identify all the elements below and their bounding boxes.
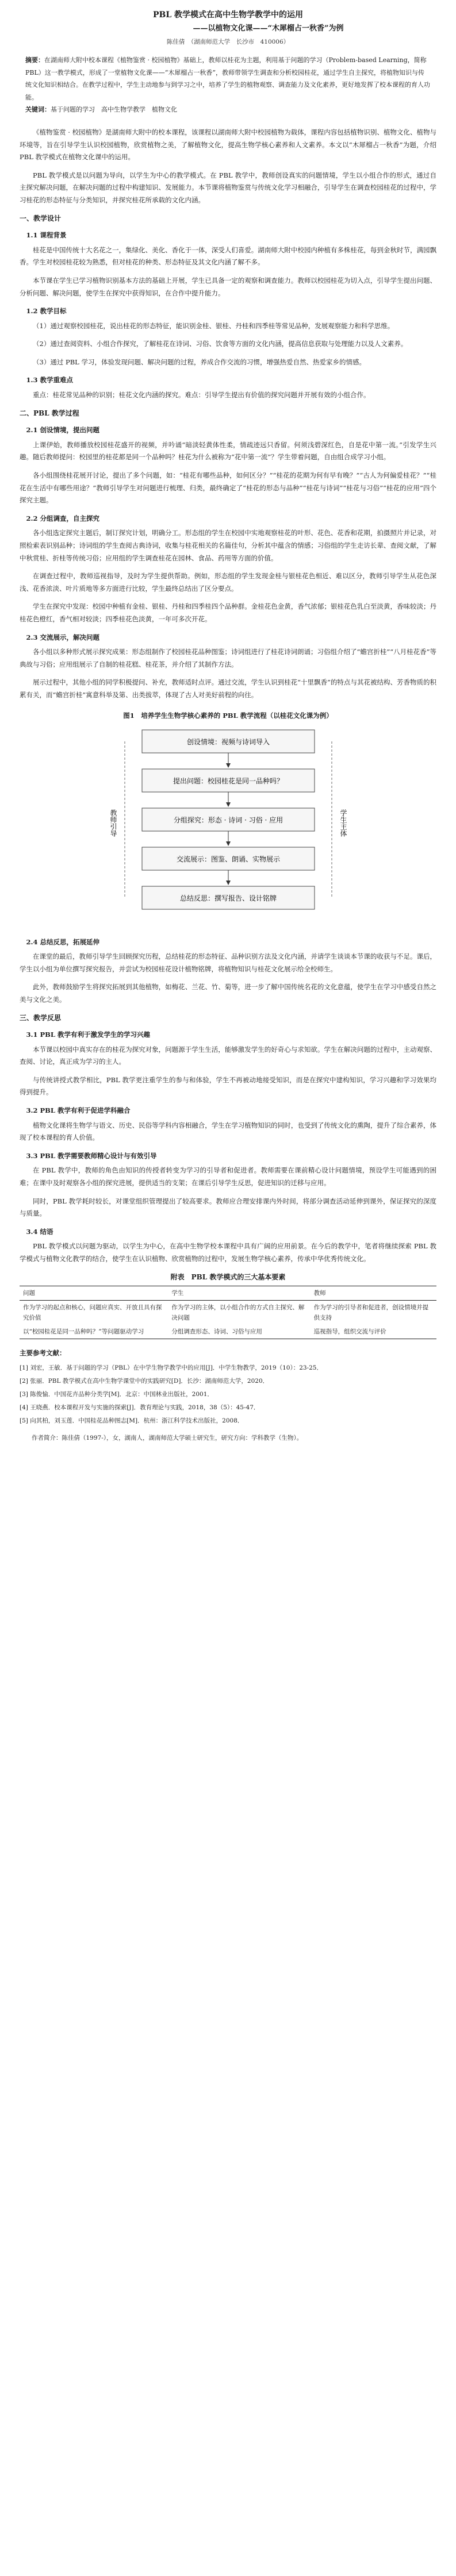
body-paragraph: 与传统讲授式教学相比，PBL 教学更注重学生的参与和体验，学生不再被动地接受知识，而是在探究中建构知识，学习兴趣和学习效果均得到提升。	[20, 1075, 436, 1097]
section-reflection	[20, 1012, 436, 1266]
subsection-heading: 3.1 PBL 教学有利于激发学生的学习兴趣	[26, 1031, 150, 1039]
table-header-cell: 问题	[20, 1286, 168, 1301]
keywords-text: 基于问题的学习 高中生物学教学 植物文化	[51, 106, 177, 114]
keywords-label: 关键词：	[25, 106, 51, 114]
pbl-elements-table	[20, 1286, 436, 1339]
abstract-label: 摘要：	[25, 56, 44, 64]
body-paragraph: 学生在探究中发现：校园中种植有金桂、银桂、丹桂和四季桂四个品种群。金桂花色金黄，香气浓郁；银桂花色乳白至淡黄，香味较淡；丹桂花色橙红，香气相对较淡；四季桂花色淡黄，一年可多次开花。	[20, 602, 436, 623]
table-header-cell: 学生	[168, 1286, 310, 1301]
flow-step-label: 创设情境：视频与诗词导入	[186, 738, 270, 747]
subsection-heading: 3.4 结语	[26, 1227, 53, 1236]
abstract	[25, 54, 431, 116]
reference-item: [5] 向其柏，刘玉莲．中国桂花品种图志[M]．杭州：浙江科学技术出版社，2008．	[20, 1417, 244, 1424]
subsection-heading: 2.4 总结反思，拓展延伸	[26, 937, 100, 946]
body-paragraph: 各小组选定探究主题后，制订探究计划，明确分工。形态组的学生在校园中实地观察桂花的叶形、花色、花香和花期，拍摄照片并记录，对照检索表识别品种；诗词组的学生查阅古典诗词，收集与桂花相关的名篇佳句，分析其中蕴含的情感；习俗组的学生走访长辈、查阅文献，了解中秋赏桂、折桂等传统习俗；应用组的学生调查桂花在园林、食品、药用等方面的价值。	[20, 529, 436, 562]
body-paragraph: 在 PBL 教学中，教师的角色由知识的传授者转变为学习的引导者和促进者。教师需要在课前精心设计问题情境，预设学生可能遇到的困难；在课中及时观察各小组的探究进展，提供适当的支架；在课后引导学生反思，促进知识的迁移与应用。	[20, 1166, 436, 1187]
section-pbl-process-continued	[20, 936, 436, 1006]
abstract-text: 在湖南师大附中校本课程《植物鉴赏 · 校园植物》基础上，教师以桂花为主题，利用基于问题的学习（Problem-based Learning，简称 PBL）这一教学模式，形成了一堂植物文化课——“木犀榴占一秋香”，教师带领学生调查和分析校园桂花，通过学生自主探究，将植物知识与传统文化知识相结合。在教学过程中，学生主动地参与到学习之中，培养了学生的植物观察、调查能力及文化素养，更好地发挥了校本课程的育人功能。	[25, 56, 430, 101]
paper-title: PBL 教学模式在高中生物学教学中的运用	[152, 10, 304, 20]
reference-item: [4] 王晓燕．校本课程开发与实施的探索[J]．教育理论与实践，2018，38（5）：45-47．	[20, 1404, 260, 1411]
author-line: 陈佳倩 （湖南师范大学 长沙市 410006）	[166, 39, 290, 45]
flow-step	[142, 769, 315, 792]
table-cell: 作为学习的起点和核心，问题应真实、开放且具有探究价值	[23, 1304, 162, 1322]
paper-subtitle: ——以植物文化课——“木犀榴占一秋香”为例	[193, 24, 344, 33]
flow-step	[142, 730, 315, 753]
body-paragraph: 此外，教师鼓励学生将探究拓展到其他植物，如梅花、兰花、竹、菊等，进一步了解中国传统名花的文化意蕴，使学生在学习中感受自然之美与文化之美。	[20, 983, 436, 1004]
intro-paragraph: 《植物鉴赏 · 校园植物》是湖南师大附中的校本课程，该课程以湖南师大附中校园植物为载体，课程内容包括植物识别、植物文化、植物与环境等，旨在引导学生认识校园植物，欣赏植物之美，了解植物文化，提高生物学核心素养和人文素养。本文以“木犀榴占一秋香”为题，介绍 PBL 教学模式在植物文化课中的运用。	[20, 128, 436, 162]
flow-step-label: 分组探究：形态 · 诗词 · 习俗 · 应用	[173, 816, 283, 825]
table-header-row	[20, 1286, 436, 1301]
reference-item: [1] 刘宏，王敏．基于问题的学习（PBL）在中学生物学教学中的应用[J]．中学生物教学，2019（10）：23-25．	[20, 1364, 323, 1371]
table-header-cell: 教师	[311, 1286, 436, 1301]
subsection-heading: 2.1 创设情境，提出问题	[26, 426, 100, 435]
subsection-heading: 2.2 分组调查，自主探究	[26, 514, 100, 522]
body-paragraph: 各小组围绕桂花展开讨论，提出了多个问题，如：“桂花有哪些品种，如何区分？”“桂花的花期为何有早有晚？”“古人为何偏爱桂花？”“桂花在生活中有哪些用途？”教师引导学生对问题进行梳理、归类，最终确定了“桂花的形态与品种”“桂花与诗词”“桂花与习俗”“桂花的应用”四个探究主题。	[20, 471, 436, 505]
body-paragraph: 展示过程中，其他小组的同学积极提问、补充，教师适时点评。通过交流，学生认识到桂花“十里飘香”的特点与其花被结构、芳香物质的积累有关，而“蟾宫折桂”寓意科举及第、出类拔萃，体现了古人对美好前程的向往。	[20, 678, 436, 699]
subsection-heading: 3.2 PBL 教学有利于促进学科融合	[26, 1106, 131, 1115]
body-paragraph: 同时，PBL 教学耗时较长，对课堂组织管理提出了较高要求。教师应合理安排课内外时间，将部分调查活动延伸到课外，保证探究的深度与质量。	[20, 1197, 436, 1218]
body-paragraph: PBL 教学模式以问题为驱动，以学生为中心，在高中生物学校本课程中具有广阔的应用前景。在今后的教学中，笔者将继续探索 PBL 教学模式与植物文化教学的结合，使学生在认识植物、欣赏植物的过程中，发展生物学核心素养，传承中华优秀传统文化。	[20, 1242, 436, 1263]
title-block	[20, 8, 436, 48]
reference-item: [2] 张丽．PBL 教学模式在高中生物学课堂中的实践研究[D]．长沙：湖南师范大学，2020．	[20, 1377, 269, 1385]
flow-side-label: 学生主体	[339, 809, 347, 837]
flow-step-label: 总结反思：撰写报告、设计铭牌	[179, 894, 277, 903]
reference-item: [3] 陈俊愉．中国花卉品种分类学[M]．北京：中国林业出版社，2001．	[20, 1390, 213, 1398]
table-cell: 巡视指导，组织交流与评价	[311, 1325, 436, 1339]
references	[20, 1347, 436, 1427]
subsection-heading: 1.1 课程背景	[26, 231, 67, 240]
body-paragraph: 各小组以多种形式展示探究成果：形态组制作了校园桂花品种图鉴；诗词组进行了桂花诗词朗诵；习俗组介绍了“蟾宫折桂”“八月桂花香”等典故与习俗；应用组展示了自制的桂花糕、桂花茶，并介绍了其制作方法。	[20, 648, 437, 668]
table-row	[20, 1325, 436, 1339]
introduction	[20, 126, 436, 207]
flow-step-label: 提出问题：校园桂花是同一品种吗？	[173, 777, 283, 786]
subsection-heading: 1.3 教学重难点	[26, 376, 74, 385]
flowchart-figure	[20, 710, 436, 928]
body-paragraph: 本节课在学生已学习植物识别基本方法的基础上开展，学生已具备一定的观察和调查能力。教师以校园桂花为切入点，引导学生提出问题、分析问题、解决问题，使学生在探究中获得知识，在合作中提升能力。	[20, 276, 436, 297]
flow-side-teacher	[109, 741, 125, 898]
table-row	[20, 1301, 436, 1325]
flow-step	[142, 808, 315, 831]
table-cell: 作为学习的引导者和促进者，创设情境并提供支持	[313, 1304, 429, 1322]
section-heading: 三、教学反思	[20, 1013, 62, 1022]
figure-caption: 图1 培养学生生物学核心素养的 PBL 教学流程（以桂花文化课为例）	[123, 711, 333, 720]
body-paragraph: 重点：桂花常见品种的识别；桂花文化内涵的探究。难点：引导学生提出有价值的探究问题并开展有效的小组合作。	[33, 391, 370, 399]
references-title: 主要参考文献：	[20, 1349, 66, 1358]
body-paragraph: 在课堂的最后，教师引导学生回顾探究历程，总结桂花的形态特征、品种识别方法及文化内涵，并请学生谈谈本节课的收获与不足。课后，学生以小组为单位撰写探究报告，并尝试为校园桂花设计植物铭牌，将植物知识与桂花文化展示给全校师生。	[20, 952, 436, 973]
body-paragraph: 上课伊始，教师播放校园桂花盛开的视频，并吟诵“暗淡轻黄体性柔，情疏迹远只香留。何须浅碧深红色，自是花中第一流。”引发学生兴趣。随后教师提问：校园里的桂花都是同一个品种吗？桂花为什么被称为“花中第一流”？学生带着问题，自由组合成学习小组。	[20, 440, 436, 462]
flow-side-student	[332, 741, 347, 898]
subsection-heading: 2.3 交流展示，解决问题	[26, 633, 100, 641]
section-teaching-design	[20, 213, 436, 402]
subsection-heading: 3.3 PBL 教学需要教师精心设计与有效引导	[26, 1151, 157, 1160]
section-heading: 二、PBL 教学过程	[20, 409, 79, 417]
section-pbl-process	[20, 407, 436, 702]
subsection-heading: 1.2 教学目标	[26, 307, 67, 316]
intro-paragraph: PBL 教学模式是以问题为导向，以学生为中心的教学模式。在 PBL 教学中，教师创设真实的问题情境，学生以小组合作的形式，通过自主探究解决问题，在解决问题的过程中构建知识、发展能力。本节课将植物鉴赏与传统文化学习相融合，引导学生在调查校园桂花的过程中，学习桂花的形态特征与分类知识，并探究桂花所承载的文化内涵。	[20, 171, 436, 204]
body-paragraph: 桂花是中国传统十大名花之一，集绿化、美化、香化于一体，深受人们喜爱。湖南师大附中校园内种植有多株桂花，每到金秋时节，满园飘香。学生对校园桂花较为熟悉，但对桂花的种类、形态特征及其文化内涵了解不多。	[20, 245, 436, 267]
flow-step-label: 交流展示：图鉴、朗诵、实物展示	[176, 855, 280, 864]
flow-step	[142, 847, 315, 870]
body-paragraph: （2）通过查阅资料、小组合作探究，了解桂花在诗词、习俗、饮食等方面的文化内涵，提高信息获取与处理能力以及人文素养。	[33, 340, 408, 348]
table-cell: 分组调查形态、诗词、习俗与应用	[168, 1325, 310, 1339]
body-paragraph: 植物文化课将生物学与语文、历史、民俗等学科内容相融合，学生在学习植物知识的同时，也受到了传统文化的熏陶，提升了综合素养，体现了校本课程的育人价值。	[20, 1121, 436, 1142]
body-paragraph: 本节课以校园中真实存在的桂花为探究对象，问题源于学生生活，能够激发学生的好奇心与求知欲。学生在解决问题的过程中，主动观察、查阅、讨论，真正成为学习的主人。	[20, 1045, 436, 1066]
table-title: 附表 PBL 教学模式的三大基本要素	[170, 1272, 286, 1281]
flow-step	[142, 886, 315, 909]
section-heading: 一、教学设计	[20, 214, 62, 222]
flow-side-label: 教师引导	[109, 809, 117, 837]
body-paragraph: 在调查过程中，教师巡视指导，及时为学生提供帮助。例如，形态组的学生发现金桂与银桂花色相近、难以区分，教师引导学生从花色深浅、花香浓淡、叶片质地等多方面进行比较，学生最终总结出了区分要点。	[20, 572, 436, 593]
body-paragraph: （3）通过 PBL 学习，体验发现问题、解决问题的过程，养成合作交流的习惯，增强热爱自然、热爱家乡的情感。	[33, 357, 366, 366]
flowchart	[56, 725, 401, 921]
table-cell: 以“校园桂花是同一品种吗？”等问题驱动学习	[20, 1325, 168, 1339]
body-paragraph: （1）通过观察校园桂花，说出桂花的形态特征，能识别金桂、银桂、丹桂和四季桂等常见品种，发展观察能力和科学思维。	[33, 321, 394, 330]
table-cell: 作为学习的主体，以小组合作的方式自主探究、解决问题	[171, 1304, 305, 1322]
author-bio: 作者简介：陈佳倩（1997-），女，湖南人，湖南师范大学硕士研究生，研究方向：学科教学（生物）。	[32, 1434, 303, 1441]
